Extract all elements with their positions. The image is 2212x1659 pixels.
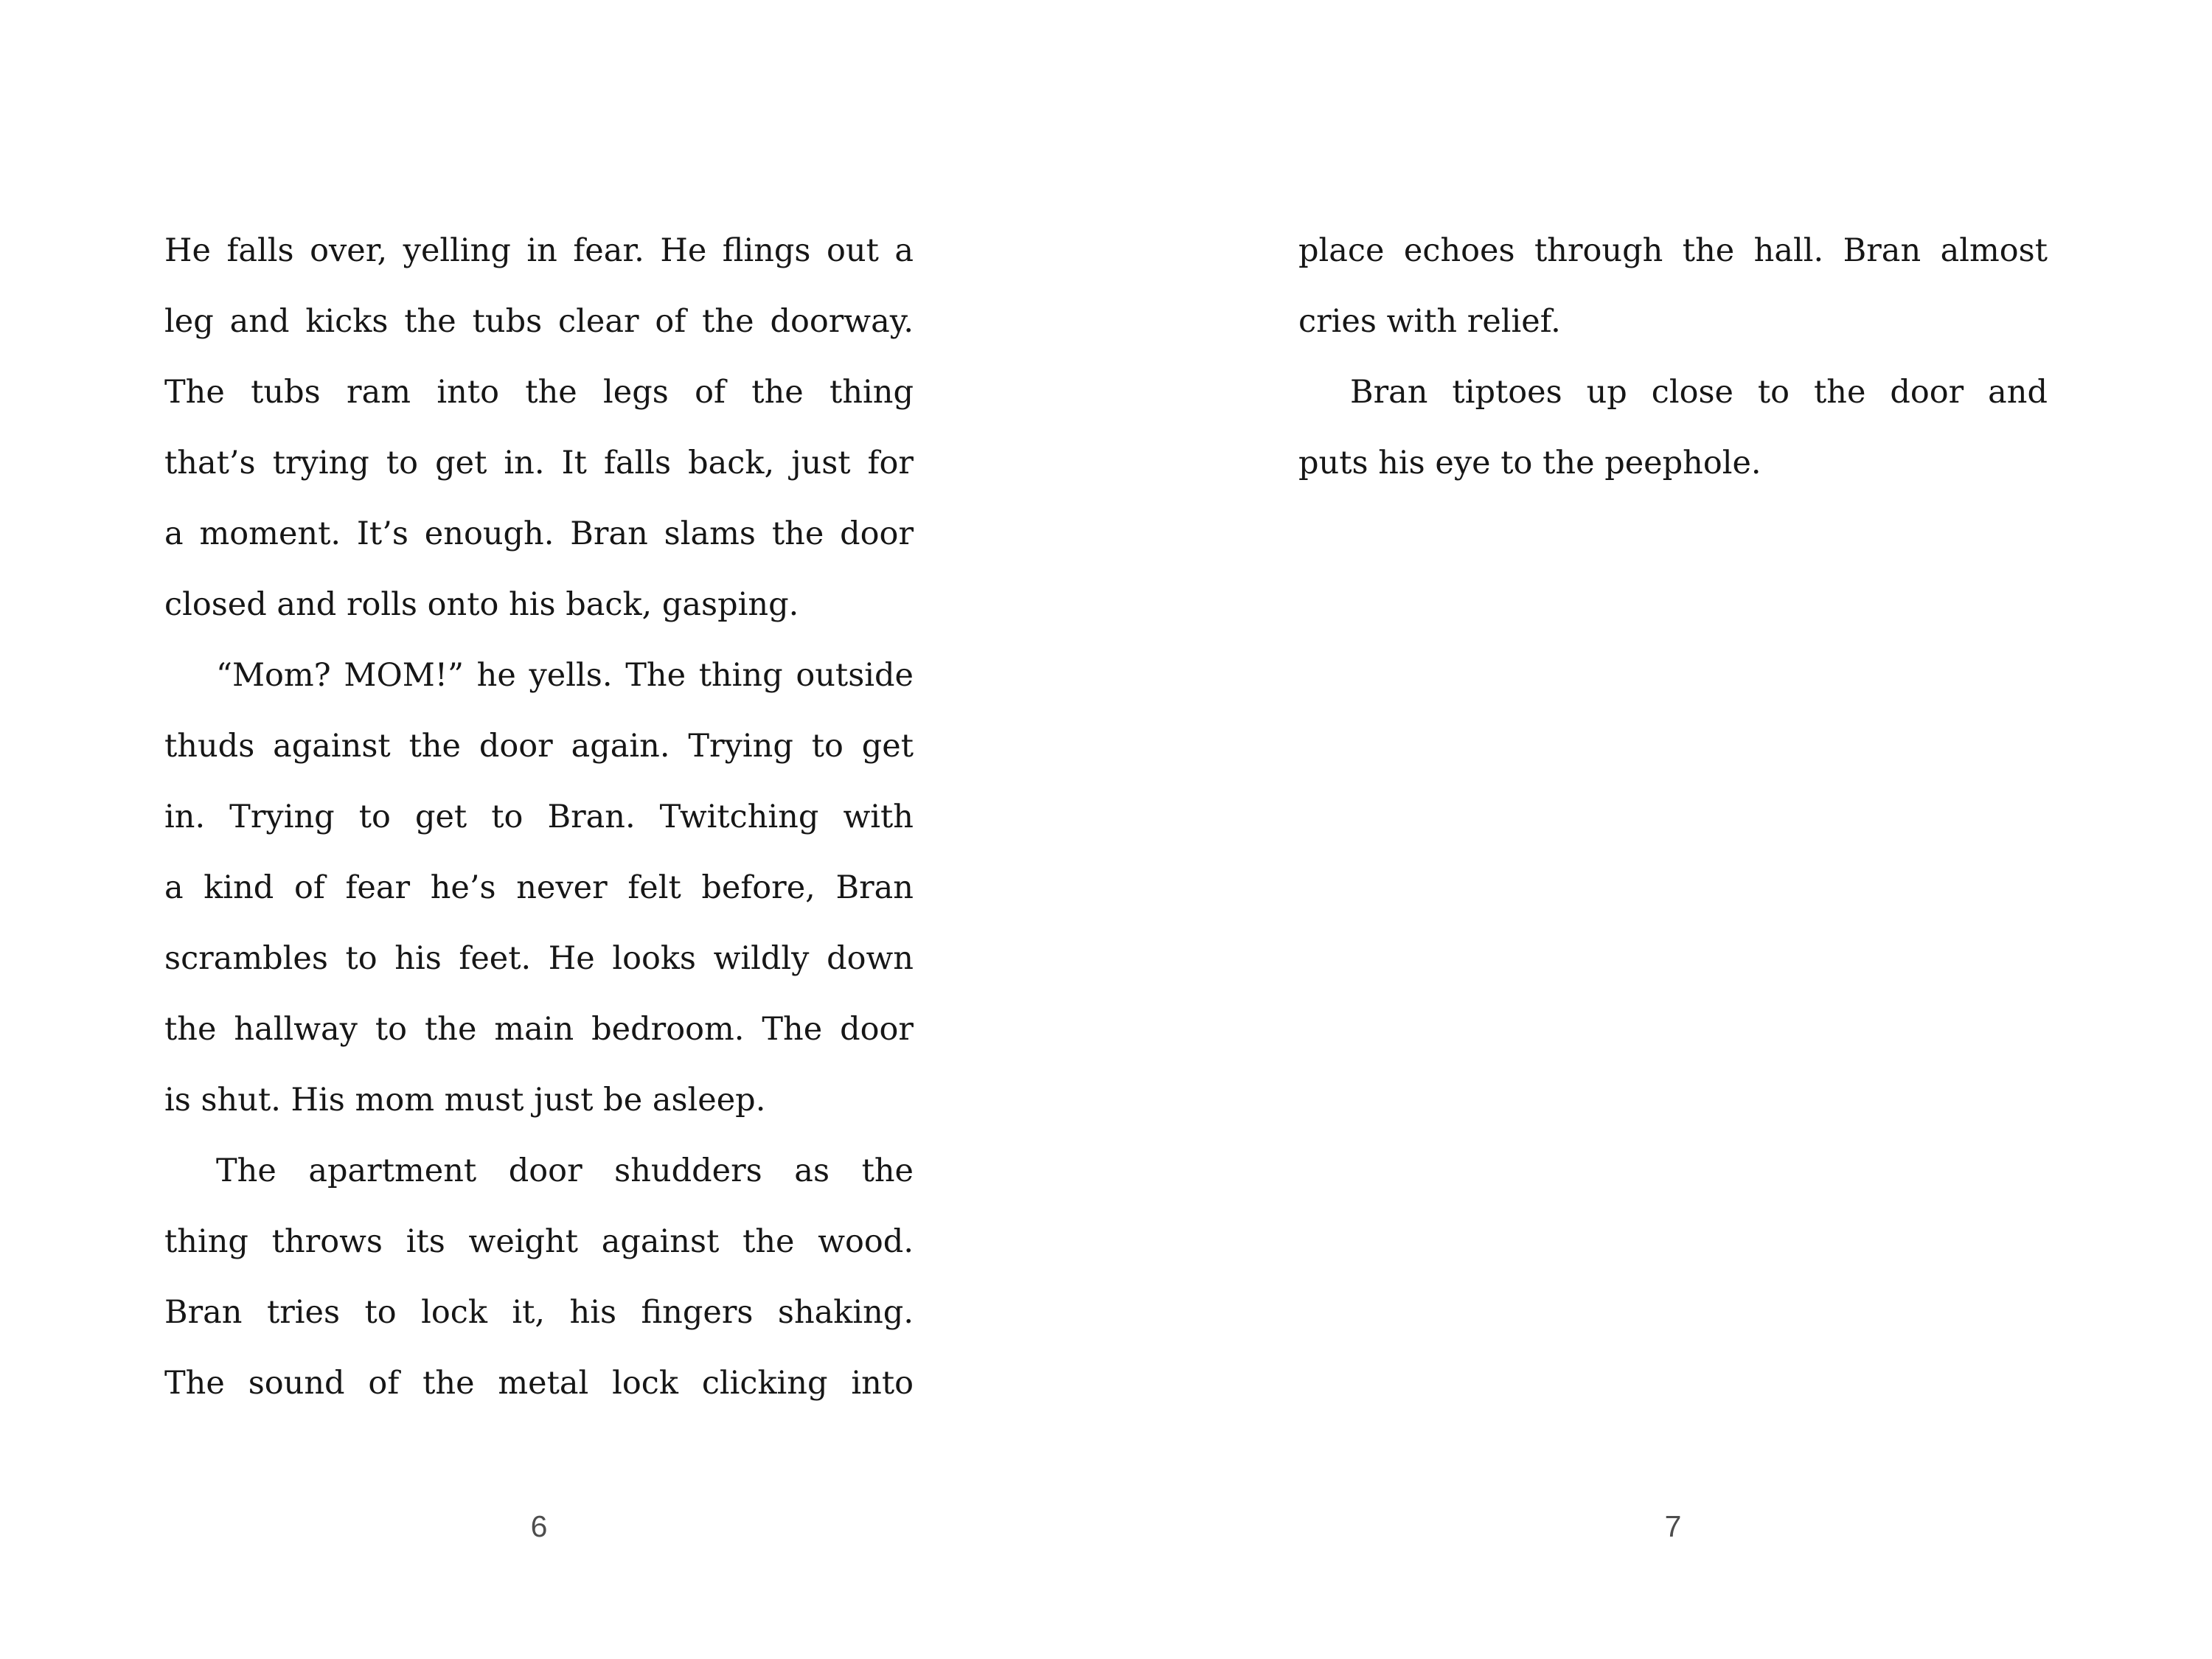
- text-line: a moment. It’s enough. Bran slams the door: [164, 515, 914, 552]
- page-right-text-column: [1298, 215, 2048, 498]
- page-number-right: 7: [1664, 1509, 1682, 1543]
- text-line: the hallway to the main bedroom. The door: [164, 1011, 914, 1048]
- text-line: scrambles to his feet. He looks wildly down: [164, 940, 914, 977]
- text-line: Bran tiptoes up close to the door and: [1350, 374, 2048, 411]
- text-line: a kind of fear he’s never felt before, Bran: [164, 869, 914, 906]
- text-line: leg and kicks the tubs clear of the doorway.: [164, 303, 914, 340]
- page-left-text-column: [164, 215, 914, 1419]
- text-line: place echoes through the hall. Bran almost: [1298, 232, 2048, 269]
- text-line: The sound of the metal lock clicking into: [164, 1365, 914, 1402]
- text-line: thing throws its weight against the wood.: [164, 1223, 914, 1260]
- text-line: thuds against the door again. Trying to get: [164, 728, 914, 765]
- text-line: The tubs ram into the legs of the thing: [164, 374, 914, 411]
- text-line: Bran tries to lock it, his fingers shaking.: [164, 1294, 914, 1331]
- text-line: cries with relief.: [1298, 303, 1561, 340]
- text-line: “Mom? MOM!” he yells. The thing outside: [216, 657, 914, 694]
- text-line: is shut. His mom must just be asleep.: [164, 1082, 766, 1119]
- text-line: He falls over, yelling in fear. He flings out a: [164, 232, 914, 269]
- text-line: The apartment door shudders as the: [216, 1152, 914, 1189]
- text-line: that’s trying to get in. It falls back, just for: [164, 445, 914, 481]
- text-line: in. Trying to get to Bran. Twitching with: [164, 799, 914, 835]
- page-number-left: 6: [530, 1509, 548, 1543]
- text-line: puts his eye to the peephole.: [1298, 445, 1761, 481]
- text-line: closed and rolls onto his back, gasping.: [164, 586, 799, 623]
